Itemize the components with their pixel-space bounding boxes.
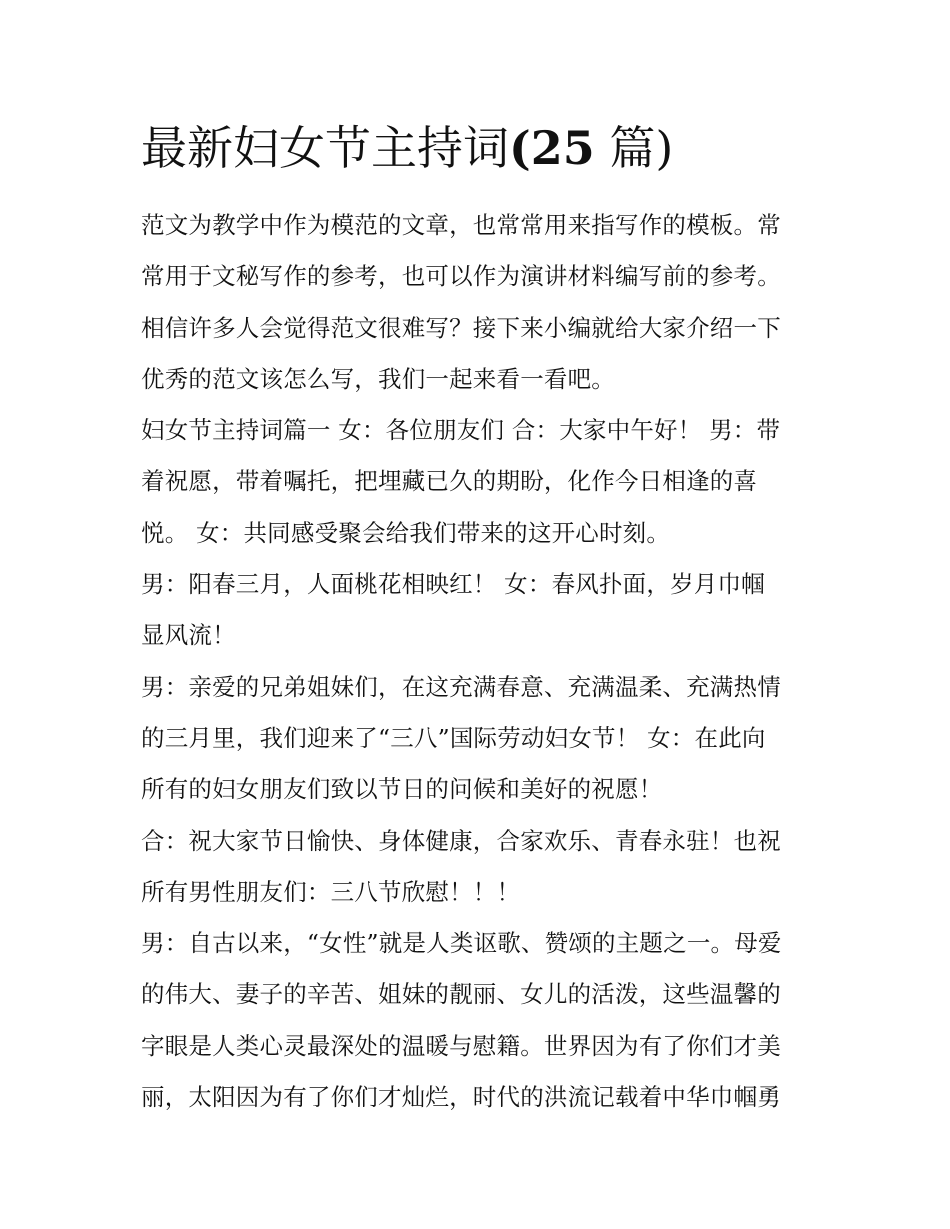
text-line: 常用于文秘写作的参考，也可以作为演讲材料编写前的参考。 (141, 262, 781, 291)
text-line: 范文为教学中作为模范的文章，也常常用来指写作的模板。常 (141, 211, 781, 239)
text-line: 丽，太阳因为有了你们才灿烂，时代的洪流记载着中华巾帼勇 (141, 1083, 781, 1112)
title-suffix: 篇) (594, 121, 674, 175)
text-line: 男：亲爱的兄弟姐妹们，在这充满春意、充满温柔、充满热情 (141, 672, 781, 701)
document-title (141, 112, 673, 184)
text-line: 着祝愿，带着嘱托，把埋藏已久的期盼，化作今日相逢的喜 (141, 467, 758, 496)
text-line: 所有男性朋友们：三八节欣慰！！！ (141, 877, 521, 906)
title-number: (25 (509, 121, 595, 175)
text-line: 相信许多人会觉得范文很难写？接下来小编就给大家介绍一下 (141, 313, 781, 342)
text-line: 妇女节主持词篇一 女：各位朋友们 合：大家中午好！ 男：带 (141, 416, 781, 445)
title-prefix: 最新妇女节主持词 (141, 121, 509, 175)
document-body (141, 200, 821, 1123)
text-line: 悦。 女：共同感受聚会给我们带来的这开心时刻。 (141, 518, 671, 547)
text-line: 显风流！ (141, 621, 236, 650)
text-line: 字眼是人类心灵最深处的温暖与慰籍。世界因为有了你们才美 (141, 1031, 781, 1060)
text-line: 所有的妇女朋友们致以节日的问候和美好的祝愿！ (141, 775, 663, 804)
text-line: 优秀的范文该怎么写，我们一起来看一看吧。 (141, 364, 615, 393)
text-line: 合：祝大家节日愉快、身体健康，合家欢乐、青春永驻！也祝 (141, 826, 781, 855)
text-line: 男：自古以来，“女性”就是人类讴歌、赞颂的主题之一。母爱 (141, 929, 782, 958)
text-line: 男：阳春三月，人面桃花相映红！ 女：春风扑面，岁月巾帼 (141, 570, 765, 599)
text-line: 的伟大、妻子的辛苦、姐妹的靓丽、女儿的活泼，这些温馨的 (141, 980, 781, 1009)
text-line: 的三月里，我们迎来了“三八”国际劳动妇女节！ 女：在此向 (141, 723, 766, 752)
